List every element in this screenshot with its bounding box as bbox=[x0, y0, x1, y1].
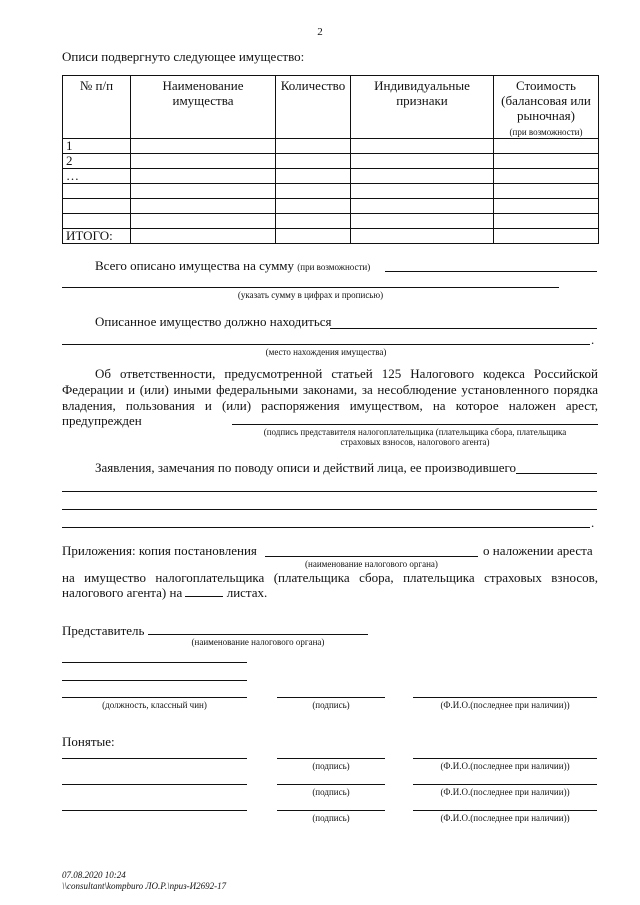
footer-path: \\consultant\kompburo ЛО.Р.\приз-И2692-17 bbox=[62, 881, 227, 891]
representative-signature-field[interactable] bbox=[232, 424, 598, 425]
representative-fio-field[interactable] bbox=[413, 697, 597, 698]
sum-hint: (указать сумму в цифрах и прописью) bbox=[237, 290, 384, 300]
witness-3-sign-field[interactable] bbox=[277, 810, 385, 811]
liability-line-3: владения, пользования и (или) распоряжения имуществом, на которое наложен арест, bbox=[62, 398, 598, 413]
sum-line bbox=[95, 258, 370, 274]
witness-1-fio-field[interactable] bbox=[413, 758, 597, 759]
representative-fio-hint: (Ф.И.О.(последнее при наличии)) bbox=[440, 700, 570, 710]
witness-3-sign-hint: (подпись) bbox=[312, 813, 350, 823]
col-header-qty: Количество bbox=[276, 76, 351, 139]
sum-field[interactable] bbox=[385, 271, 597, 272]
attachments-line-3-b: листах. bbox=[226, 585, 268, 600]
witness-2-fio-field[interactable] bbox=[413, 784, 597, 785]
row-number: 2 bbox=[63, 154, 131, 169]
representative-position-field-2[interactable] bbox=[62, 680, 247, 681]
table-row bbox=[63, 139, 599, 154]
witness-3-name-field[interactable] bbox=[62, 810, 247, 811]
witness-1-name-field[interactable] bbox=[62, 758, 247, 759]
liability-line-2: Федерации и (или) иными федеральными законами, за несоблюдение установленного порядка bbox=[62, 382, 598, 397]
attachments-suffix: о наложении ареста bbox=[483, 543, 593, 558]
statements-field-2[interactable] bbox=[62, 491, 597, 492]
location-field-2[interactable] bbox=[62, 344, 590, 345]
liability-hint-1: (подпись представителя налогоплательщика (плательщика сбора, плательщика bbox=[263, 427, 567, 437]
col-header-features: Индивидуальные признаки bbox=[351, 76, 494, 139]
property-table bbox=[62, 75, 599, 244]
attachments-line-3-a: налогового агента) на bbox=[62, 585, 183, 600]
representative-sign-hint: (подпись) bbox=[312, 700, 350, 710]
table-row bbox=[63, 184, 599, 199]
representative-position-field-1[interactable] bbox=[62, 662, 247, 663]
liability-line-4: предупрежден bbox=[62, 413, 142, 428]
table-row bbox=[63, 199, 599, 214]
row-number: … bbox=[63, 169, 131, 184]
witnesses-label: Понятые: bbox=[62, 734, 115, 749]
statements-field-4[interactable] bbox=[62, 527, 590, 528]
attachments-line-3 bbox=[62, 585, 267, 601]
statements-field[interactable] bbox=[516, 473, 597, 474]
representative-position-field-3[interactable] bbox=[62, 697, 247, 698]
intro-text: Описи подвергнуто следующее имущество: bbox=[62, 49, 305, 64]
attachments-authority-field[interactable] bbox=[265, 556, 478, 557]
witness-2-name-field[interactable] bbox=[62, 784, 247, 785]
col-header-cost-label: Стоимость (балансовая или рыночная) bbox=[501, 78, 591, 123]
representative-hint: (наименование налогового органа) bbox=[191, 637, 325, 647]
sum-words-field[interactable] bbox=[62, 287, 559, 288]
witness-1-fio-hint: (Ф.И.О.(последнее при наличии)) bbox=[440, 761, 570, 771]
table-header-row bbox=[63, 76, 599, 139]
table-row bbox=[63, 154, 599, 169]
col-header-cost bbox=[494, 76, 599, 139]
location-hint: (место нахождения имущества) bbox=[265, 347, 387, 357]
liability-line-1: Об ответственности, предусмотренной статьей 125 Налогового кодекса Российской bbox=[95, 366, 598, 381]
witness-3-fio-hint: (Ф.И.О.(последнее при наличии)) bbox=[440, 813, 570, 823]
col-header-cost-note: (при возможности) bbox=[509, 127, 583, 137]
witness-2-sign-hint: (подпись) bbox=[312, 787, 350, 797]
attachments-line-2: на имущество налогоплательщика (плательщика сбора, плательщика страховых взносов, bbox=[62, 570, 598, 585]
statements-text: Заявления, замечания по поводу описи и действий лица, ее производившего bbox=[95, 460, 516, 475]
page-number: 2 bbox=[317, 26, 323, 38]
witness-1-sign-hint: (подпись) bbox=[312, 761, 350, 771]
location-text: Описанное имущество должно находиться bbox=[95, 314, 332, 329]
row-number: 1 bbox=[63, 139, 131, 154]
witness-2-fio-hint: (Ф.И.О.(последнее при наличии)) bbox=[440, 787, 570, 797]
sum-text: Всего описано имущества на сумму bbox=[95, 258, 295, 273]
col-header-num: № п/п bbox=[63, 76, 131, 139]
representative-sign-field[interactable] bbox=[277, 697, 385, 698]
attachments-hint: (наименование налогового органа) bbox=[305, 559, 438, 569]
table-total-row bbox=[63, 229, 599, 244]
location-field[interactable] bbox=[330, 328, 597, 329]
attachments-prefix: Приложения: копия постановления bbox=[62, 543, 257, 558]
table-row bbox=[63, 169, 599, 184]
col-header-name: Наименование имущества bbox=[131, 76, 276, 139]
sum-note: (при возможности) bbox=[297, 262, 371, 272]
witness-3-fio-field[interactable] bbox=[413, 810, 597, 811]
representative-authority-field[interactable] bbox=[148, 634, 368, 635]
table-row bbox=[63, 214, 599, 229]
witness-1-sign-field[interactable] bbox=[277, 758, 385, 759]
row-number bbox=[63, 214, 131, 229]
row-number bbox=[63, 184, 131, 199]
footer-timestamp: 07.08.2020 10:24 bbox=[62, 870, 126, 880]
row-number bbox=[63, 199, 131, 214]
sheets-count-field[interactable] bbox=[185, 586, 223, 597]
representative-position-hint: (должность, классный чин) bbox=[102, 700, 207, 710]
total-label: ИТОГО: bbox=[63, 229, 131, 244]
liability-hint-2: страховых взносов, налогового агента) bbox=[340, 437, 490, 447]
representative-label: Представитель bbox=[62, 623, 145, 638]
witness-2-sign-field[interactable] bbox=[277, 784, 385, 785]
statements-field-3[interactable] bbox=[62, 509, 597, 510]
